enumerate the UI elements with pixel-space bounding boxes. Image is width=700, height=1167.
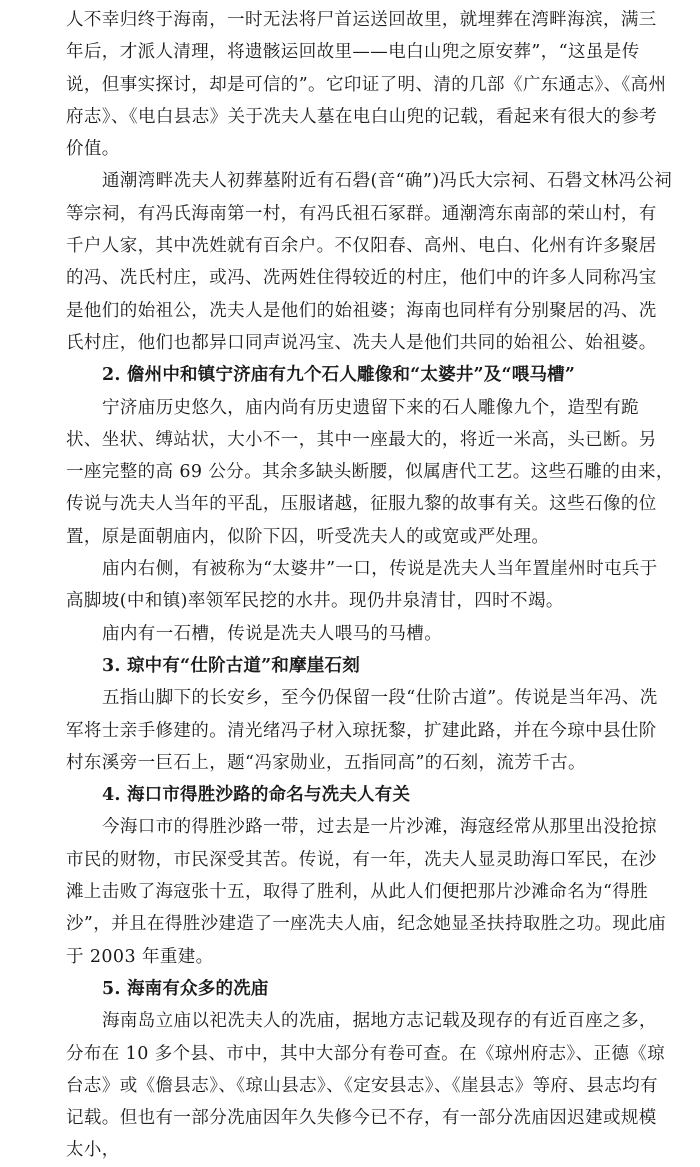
body-paragraph: 宁济庙历史悠久，庙内尚有历史遗留下来的石人雕像九个，造型有跪状、坐状、缚站状，大小不一，其中一座最大的，将近一米高，头已断。另一座完整的高 69 公分。其余多缺头断腰，似属唐代工艺。这些石雕的由来，传说与冼夫人当年的平乱，压服诸越，征服九黎的故事有关。这些石像的位置，原是面朝庙内，似阶下囚，听受冼夫人的或宽或严处理。 bbox=[66, 397, 674, 547]
body-paragraph: 庙内右侧，有被称为“太婆井”一口，传说是冼夫人当年置崖州时屯兵于高脚坡(中和镇)率领军民挖的水井。现仍井泉清甘，四时不竭。 bbox=[66, 559, 658, 612]
body-paragraph: 庙内有一石槽，传说是冼夫人喂马的马槽。 bbox=[102, 623, 443, 644]
body-paragraph: 海南岛立庙以祀冼夫人的冼庙，据地方志记载及现存的有近百座之多，分布在 10 多个县、市中，其中大部分有卷可查。在《琼州府志》、正德《琼台志》或《儋县志》、《琼山县志》、《定安县志》、《崖县志》等府、县志均有记载。但也有一部分冼庙因年久失修今已不存，有一部分冼庙因迟建或规模太小， bbox=[66, 1011, 666, 1161]
body-paragraph: 人不幸归终于海南，一时无法将尸首运送回故里，就埋葬在湾畔海滨，满三年后，才派人清理，将遗骸运回故里——电白山兜之原安葬”，“这虽是传说，但事实探讨，却是可信的”。它印证了明、清的几部《广东通志》、《高州府志》、《电白县志》关于冼夫人墓在电白山兜的记载，看起来有很大的参考价值。 bbox=[66, 10, 667, 160]
body-paragraph: 通潮湾畔冼夫人初葬墓附近有石礐(音“确”)冯氏大宗祠、石礐文林冯公祠等宗祠，有冯氏海南第一村，有冯氏祖石冢群。通潮湾东南部的荣山村，有千户人家，其中冼姓就有百余户。不仅阳春、高州、电白、化州有许多聚居的冯、冼氏村庄，或冯、冼两姓住得较近的村庄，他们中的许多人同称冯宝是他们的始祖公，冼夫人是他们的始祖婆；海南也同样有分别聚居的冯、冼氏村庄，他们也都异口同声说冯宝、冼夫人是他们共同的始祖公、始祖婆。 bbox=[66, 171, 673, 353]
body-paragraph: 今海口市的得胜沙路一带，过去是一片沙滩，海寇经常从那里出没抢掠市民的财物，市民深受其苦。传说，有一年，冼夫人显灵助海口军民，在沙滩上击败了海寇张十五，取得了胜利，从此人们便把那片沙滩命名为“得胜沙”，并且在得胜沙建造了一座冼夫人庙，纪念她显圣扶持取胜之功。现此庙于 2003 年重建。 bbox=[66, 817, 667, 967]
section-heading: 3. 琼中有“仕阶古道”和摩崖石刻 bbox=[102, 655, 360, 676]
section-heading: 4. 海口市得胜沙路的命名与冼夫人有关 bbox=[102, 785, 411, 806]
body-paragraph: 五指山脚下的长安乡，至今仍保留一段“仕阶古道”。传说是当年冯、冼军将士亲手修建的。清光绪冯子材入琼抚黎，扩建此路，并在今琼中县仕阶村东溪旁一巨石上，题“冯家勋业，五指同高”的石刻，流芳千古。 bbox=[66, 688, 658, 773]
section-heading: 2. 儋州中和镇宁济庙有九个石人雕像和“太婆井”及“喂马槽” bbox=[102, 365, 576, 386]
section-heading: 5. 海南有众多的冼庙 bbox=[102, 978, 269, 999]
